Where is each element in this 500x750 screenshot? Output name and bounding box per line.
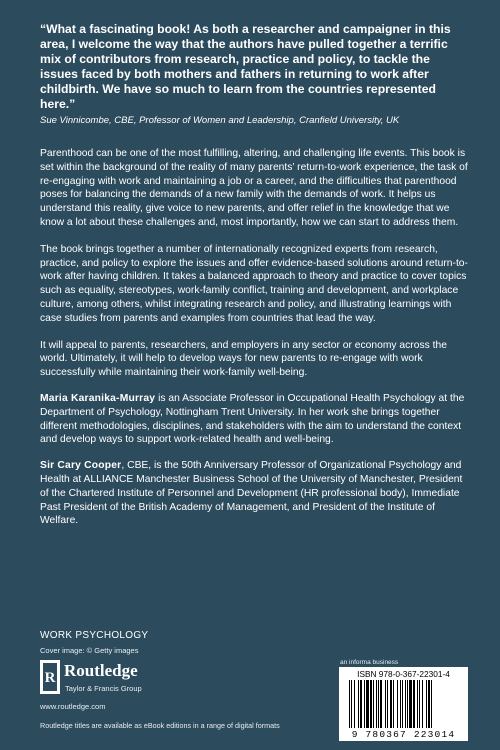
informa-label: an informa business bbox=[340, 659, 399, 666]
author-bio-2 bbox=[40, 459, 468, 528]
description-paragraph-1: Parenthood can be one of the most fulfilling, altering, and challenging life events. This book is set within the background of the reality of many parents’ return-to-work experience, the task of re-engaging with work and maintaining a job or a career, and the difficulties that parenthood poses for balancing the demands of a new family with the demands of work. It helps us understand this reality, give voice to new parents, and offer relief in the knowledge that we know a lot about these challenges and, most importantly, how we can start to address them. bbox=[40, 148, 468, 228]
author-bio-2-text: , CBE, is the 50th Anniversary Professor of Organizational Psychology and Health at ALLIANCE Manchester Business School of the University of Manchester, President of the Chartered Institute of Personnel and Development (HR professional body), Immediate Past President of the British Academy of Management, and President of the Institute of Welfare. bbox=[40, 460, 463, 527]
barcode-digits: 9 780367 223014 bbox=[351, 729, 456, 740]
description-paragraph-3: It will appeal to parents, researchers, and employers in any sector or economy across the world. Ultimately, it will help to develop ways for new parents to re-engage with work successfully while maintaining their work-family well-being. bbox=[40, 339, 447, 379]
routledge-logo-icon bbox=[40, 660, 60, 694]
svg-text:R: R bbox=[44, 670, 56, 686]
publisher-name: Routledge bbox=[64, 661, 138, 680]
author-bio-1 bbox=[40, 392, 468, 447]
barcode-icon bbox=[347, 680, 463, 728]
series-label: WORK PSYCHOLOGY bbox=[40, 630, 149, 641]
ebook-note: Routledge titles are available as eBook editions in a range of digital formats bbox=[40, 721, 280, 730]
publisher-logo bbox=[40, 660, 180, 700]
cover-text-block bbox=[40, 22, 468, 528]
isbn-barcode bbox=[339, 667, 468, 741]
cover-image-credit: Cover image: © Getty images bbox=[40, 646, 139, 655]
endorsement-attribution: Sue Vinnicombe, CBE, Professor of Women and Leadership, Cranfield University, UK bbox=[40, 115, 400, 126]
author-name-2: Sir Cary Cooper bbox=[40, 460, 122, 472]
description-paragraph-2: The book brings together a number of internationally recognized experts from research, practice, and policy to explore the issues and offer evidence-based solutions around return-to-work after having children. It takes a balanced approach to theory and practice to cover topics such as equality, stereotypes, work-family conflict, training and development, and workplace culture, among others, whilst integrating research and policy, and illustrating learnings with case studies from parents and examples from countries that lead the way. bbox=[40, 243, 468, 324]
author-name-1: Maria Karanika-Murray bbox=[40, 392, 156, 404]
author-bio-1-text: is an Associate Professor in Occupational Health Psychology at the Department of Psychology, Nottingham Trent University. In her work she brings together different methodologies, disciplines, and stakeholders with the aim to understand the context and develop ways to support work-related health and well-being. bbox=[40, 392, 465, 446]
publisher-website: www.routledge.com bbox=[40, 702, 106, 711]
publisher-group: Taylor & Francis Group bbox=[65, 684, 142, 693]
endorsement-quote: “What a fascinating book! As both a researcher and campaigner in this area, I welcome the way that the authors have pulled together a terrific mix of contributors from research, practice and policy, to tackle the issues faced by both mothers and fathers in returning to work after childbirth. We have so much to learn from the countries represented here.” bbox=[40, 22, 451, 111]
isbn-number: ISBN 978-0-367-22301-4 bbox=[357, 669, 450, 679]
